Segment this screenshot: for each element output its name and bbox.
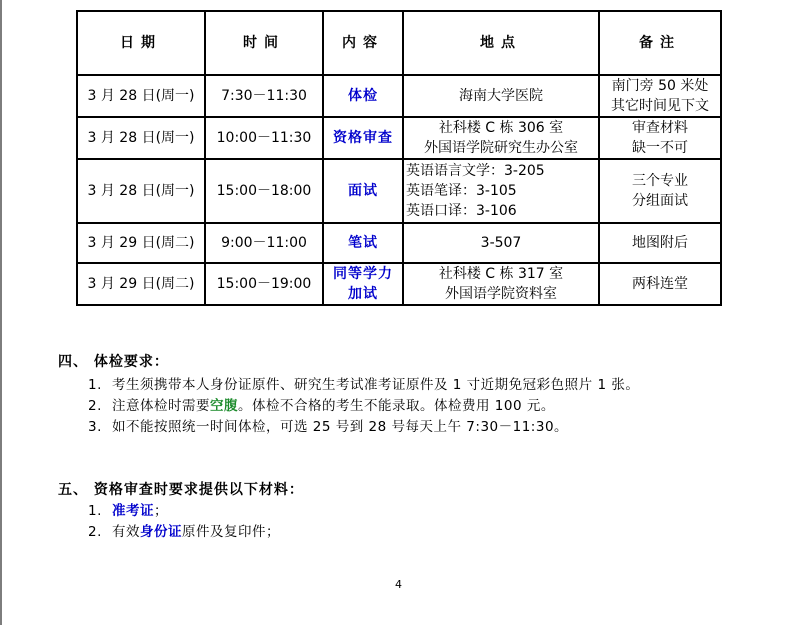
list-item: 3. 如不能按照统一时间体检，可选 25 号到 28 号每天上午 7:30－11:30。 [88,419,569,435]
cell-date: 3 月 28 日(周一) [77,75,205,117]
header-place: 地点 [403,11,599,75]
list-item: 1. 准考证； [88,503,168,519]
page-edge [0,0,2,625]
highlight-admission-ticket: 准考证 [112,503,154,519]
list-item: 2. 有效身份证原件及复印件； [88,524,280,540]
list-item: 2. 注意体检时需要空腹。体检不合格的考生不能录取。体检费用 100 元。 [88,398,555,414]
cell-content: 同等学力加试 [323,263,403,305]
cell-content: 面试 [323,159,403,223]
table-header-row [77,11,721,75]
table-row [77,263,721,305]
highlight-id-card: 身份证 [140,524,182,540]
cell-note: 两科连堂 [599,263,721,305]
table-row [77,117,721,159]
cell-time: 15:00－19:00 [205,263,323,305]
table-row [77,223,721,263]
section-5-title: 五、 资格审查时要求提供以下材料： [58,482,304,498]
cell-content: 笔试 [323,223,403,263]
cell-time: 10:00－11:30 [205,117,323,159]
table-row [77,75,721,117]
table-row [77,159,721,223]
highlight-fasting: 空腹 [210,398,238,414]
cell-time: 15:00－18:00 [205,159,323,223]
header-content: 内容 [323,11,403,75]
section-4-title: 四、 体检要求： [58,354,169,370]
page-number: 4 [395,578,402,591]
header-date: 日期 [77,11,205,75]
cell-date: 3 月 29 日(周二) [77,263,205,305]
cell-date: 3 月 28 日(周一) [77,159,205,223]
cell-note: 三个专业 分组面试 [599,159,721,223]
cell-place: 海南大学医院 [403,75,599,117]
cell-note: 地图附后 [599,223,721,263]
cell-place: 社科楼 C 栋 317 室 外国语学院资料室 [403,263,599,305]
header-time: 时间 [205,11,323,75]
schedule-table [76,10,722,306]
cell-time: 9:00－11:00 [205,223,323,263]
cell-date: 3 月 28 日(周一) [77,117,205,159]
cell-content: 体检 [323,75,403,117]
list-item: 1. 考生须携带本人身份证原件、研究生考试准考证原件及 1 寸近期免冠彩色照片 1 张。 [88,377,640,393]
cell-date: 3 月 29 日(周二) [77,223,205,263]
cell-note: 南门旁 50 米处 其它时间见下文 [599,75,721,117]
cell-time: 7:30－11:30 [205,75,323,117]
header-note: 备注 [599,11,721,75]
cell-place: 社科楼 C 栋 306 室 外国语学院研究生办公室 [403,117,599,159]
cell-place: 3-507 [403,223,599,263]
cell-note: 审查材料 缺一不可 [599,117,721,159]
cell-place: 英语语言文学：3-205 英语笔译：3-105 英语口译：3-106 [403,159,599,223]
cell-content: 资格审查 [323,117,403,159]
